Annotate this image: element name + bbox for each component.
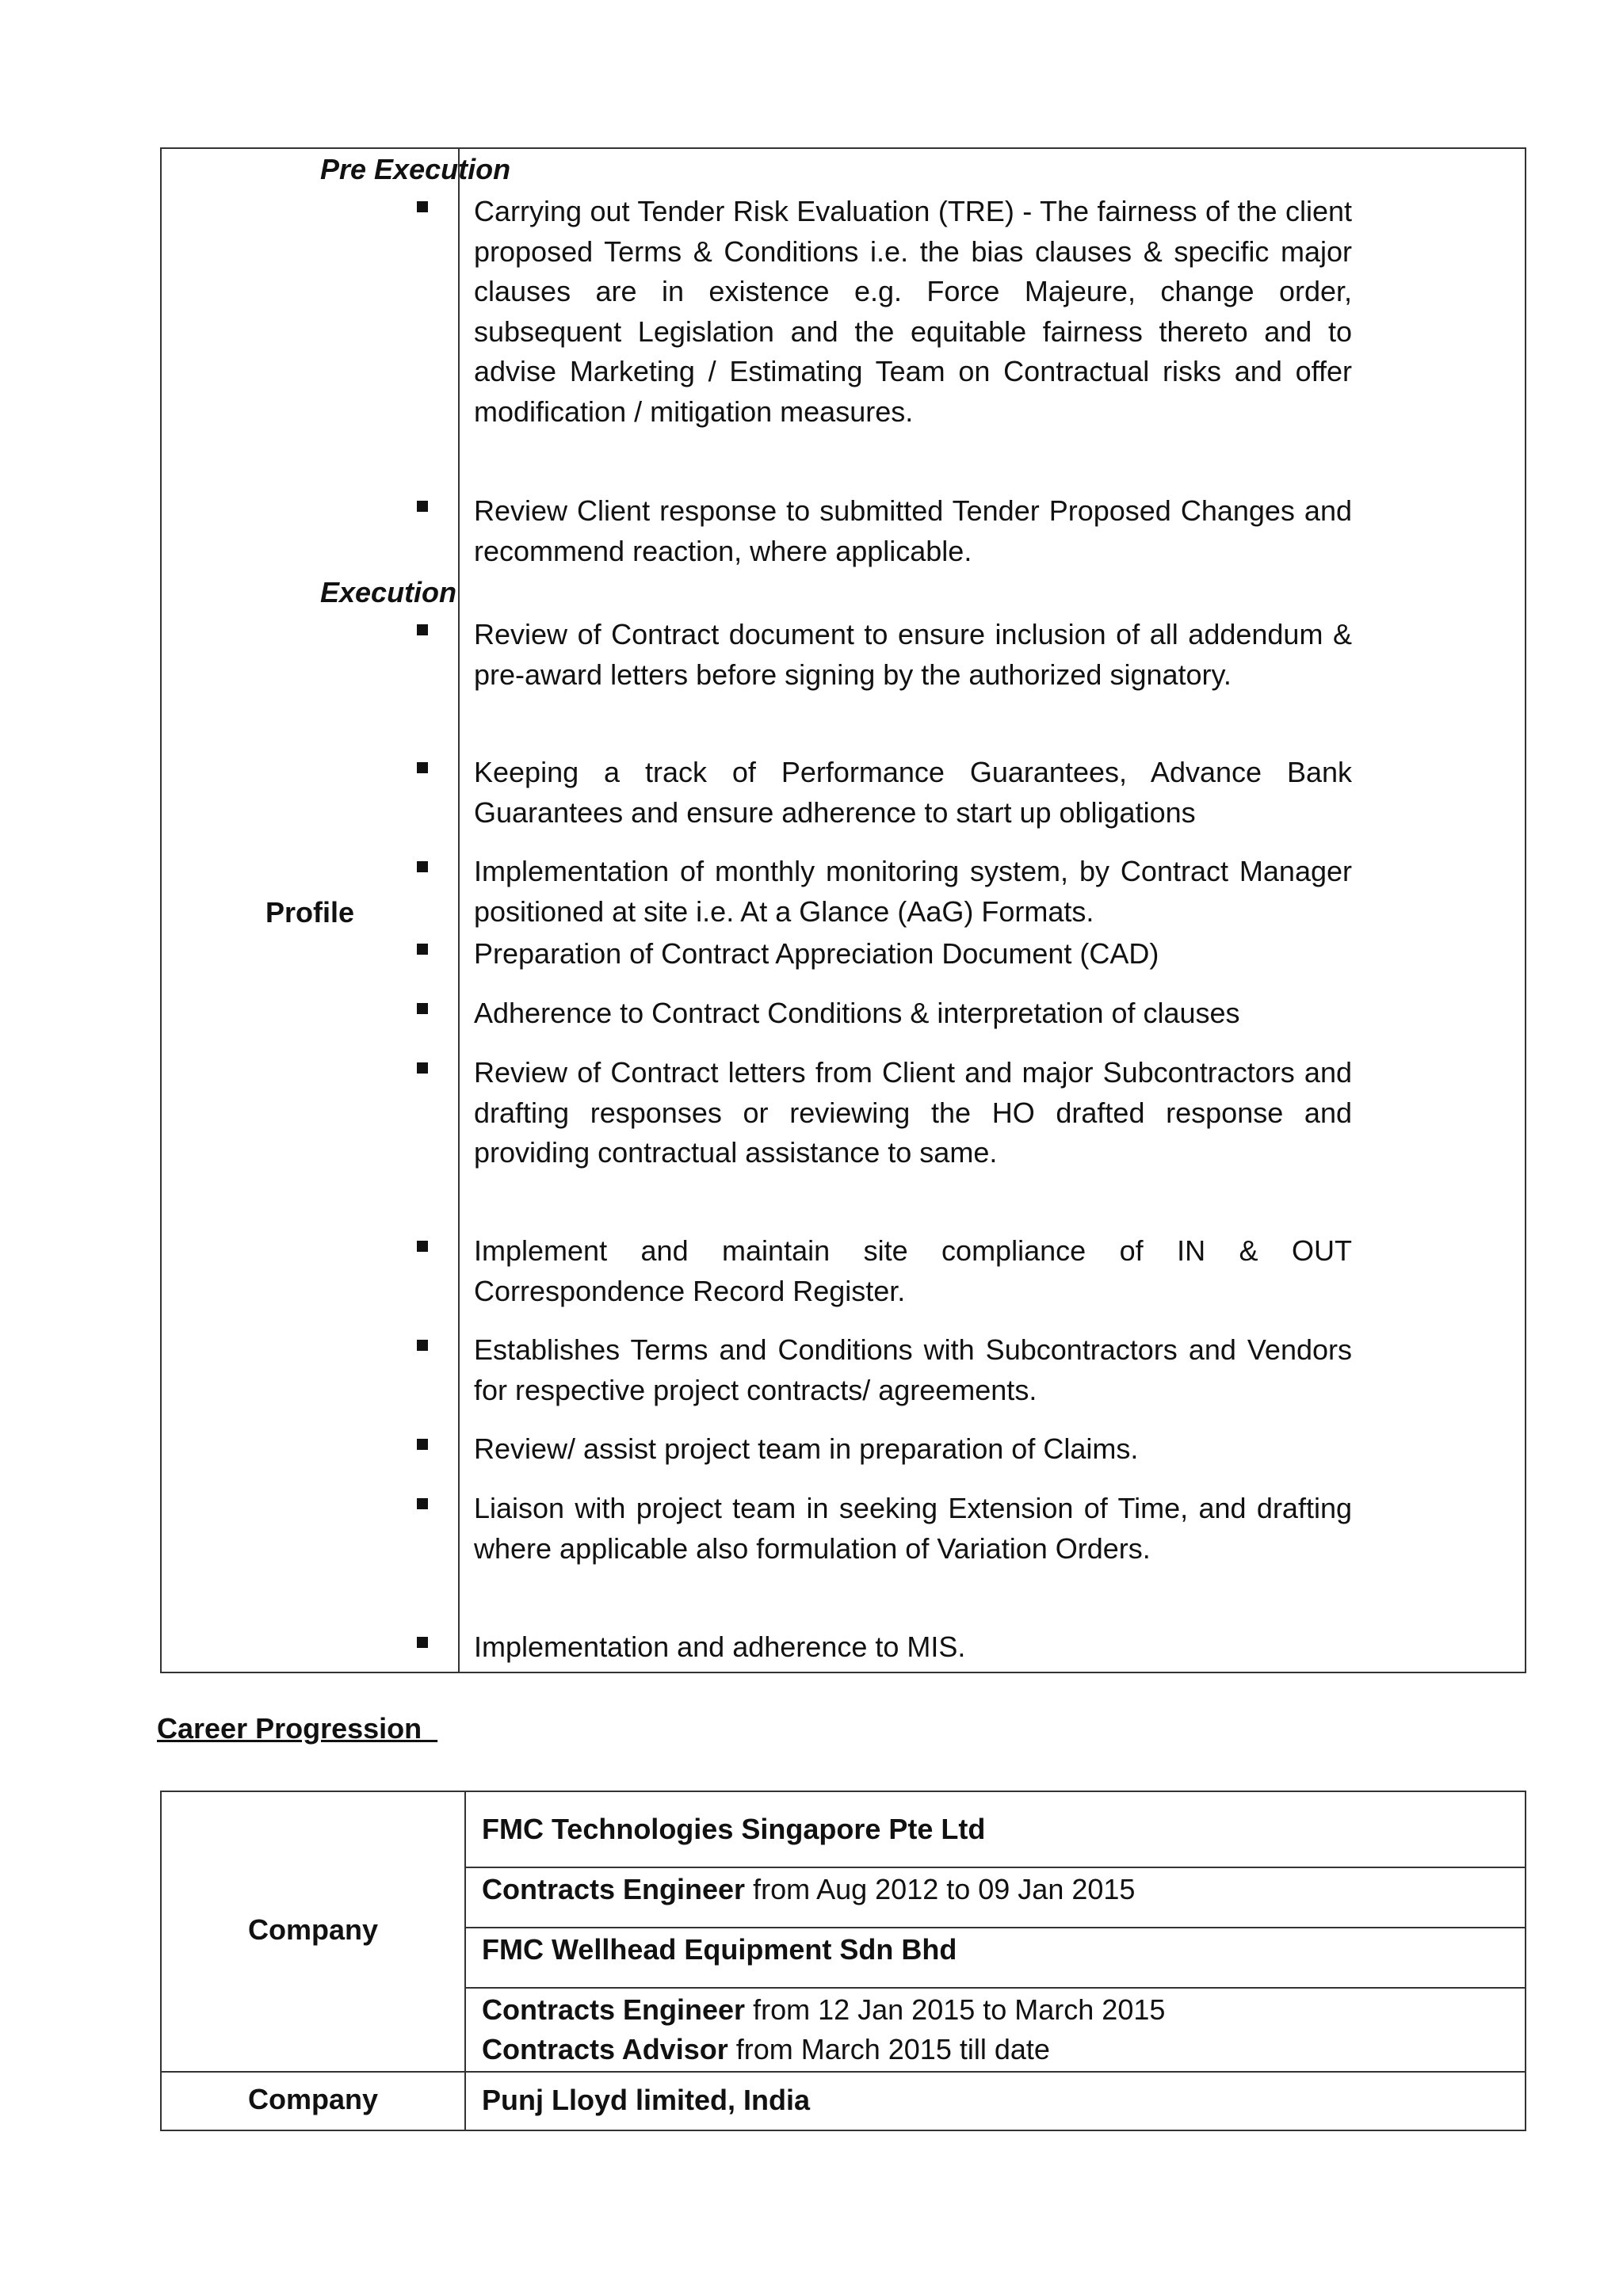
list-item: Review of Contract letters from Client and major Subcontractors and drafting responses or reviewing the HO drafted response and providing contractual assistance to same. (474, 1053, 1352, 1173)
company-name: FMC Wellhead Equipment Sdn Bhd (482, 1933, 957, 1966)
execution-heading: Execution (320, 576, 457, 608)
list-item: Adherence to Contract Conditions & interpretation of clauses (474, 994, 1352, 1034)
role-period: from Aug 2012 to 09 Jan 2015 (745, 1873, 1136, 1905)
bullet-icon (417, 1241, 428, 1252)
bullet-icon (417, 861, 428, 872)
bullet-icon (417, 1439, 428, 1450)
row-divider (464, 1987, 1526, 1989)
bullet-icon (417, 1062, 428, 1074)
bullet-icon (417, 1637, 428, 1648)
career-progression-heading: Career Progression (157, 1712, 438, 1745)
list-item: Review/ assist project team in preparation of Claims. (474, 1429, 1352, 1470)
bullet-icon (417, 501, 428, 512)
bullet-icon (417, 1498, 428, 1509)
career-table (160, 1791, 1526, 2131)
bullet-icon (417, 201, 428, 212)
role-entry (482, 1870, 1135, 1909)
list-item: Review of Contract document to ensure inclusion of all addendum & pre-award letters before signing by the authorized signatory. (474, 615, 1352, 695)
role-title: Contracts Engineer (482, 1993, 746, 2026)
row-divider (464, 1867, 1526, 1868)
row-divider (464, 1927, 1526, 1928)
bullet-icon (417, 944, 428, 955)
profile-label-cell (162, 149, 460, 1672)
list-item: Carrying out Tender Risk Evaluation (TRE) - The fairness of the client proposed Terms & Conditions i.e. the bias clauses & specific major clauses are in existence e.g. Force Majeure, change order, subsequent Legislation and the equitable fairness thereto and to advise Marketing / Estimating Team on Contractual risks and offer modification / mitigation measures. (474, 192, 1352, 432)
list-item: Establishes Terms and Conditions with Subcontractors and Vendors for respective project contracts/ agreements. (474, 1330, 1352, 1410)
role-title: Contracts Engineer (482, 1873, 746, 1905)
role-entry (482, 2030, 1050, 2069)
company-name: Punj Lloyd limited, India (482, 2084, 811, 2116)
list-item: Review Client response to submitted Tender Proposed Changes and recommend reaction, where applicable. (474, 491, 1352, 571)
role-title: Contracts Advisor (482, 2033, 728, 2065)
bullet-icon (417, 1003, 428, 1014)
company-label: Company (247, 2083, 379, 2115)
bullet-icon (417, 624, 428, 635)
role-period: from 12 Jan 2015 to March 2015 (745, 1993, 1166, 2026)
role-period: from March 2015 till date (727, 2033, 1050, 2065)
company-label: Company (247, 1913, 379, 1946)
list-item: Preparation of Contract Appreciation Document (CAD) (474, 934, 1352, 974)
list-item: Liaison with project team in seeking Extension of Time, and drafting where applicable also formulation of Variation Orders. (474, 1489, 1352, 1569)
list-item: Implement and maintain site compliance of IN & OUT Correspondence Record Register. (474, 1231, 1352, 1311)
profile-label: Profile (265, 896, 355, 929)
list-item: Keeping a track of Performance Guarantees, Advance Bank Guarantees and ensure adherence to start up obligations (474, 753, 1352, 833)
row-divider (162, 2071, 1526, 2073)
list-item: Implementation and adherence to MIS. (474, 1627, 1352, 1668)
column-divider (464, 1792, 466, 2130)
bullet-icon (417, 762, 428, 773)
bullet-icon (417, 1340, 428, 1351)
company-name: FMC Technologies Singapore Pte Ltd (482, 1813, 986, 1845)
role-entry (482, 1990, 1165, 2030)
list-item: Implementation of monthly monitoring system, by Contract Manager positioned at site i.e. At a Glance (AaG) Formats. (474, 852, 1352, 932)
pre-execution-heading: Pre Execution (320, 153, 511, 185)
